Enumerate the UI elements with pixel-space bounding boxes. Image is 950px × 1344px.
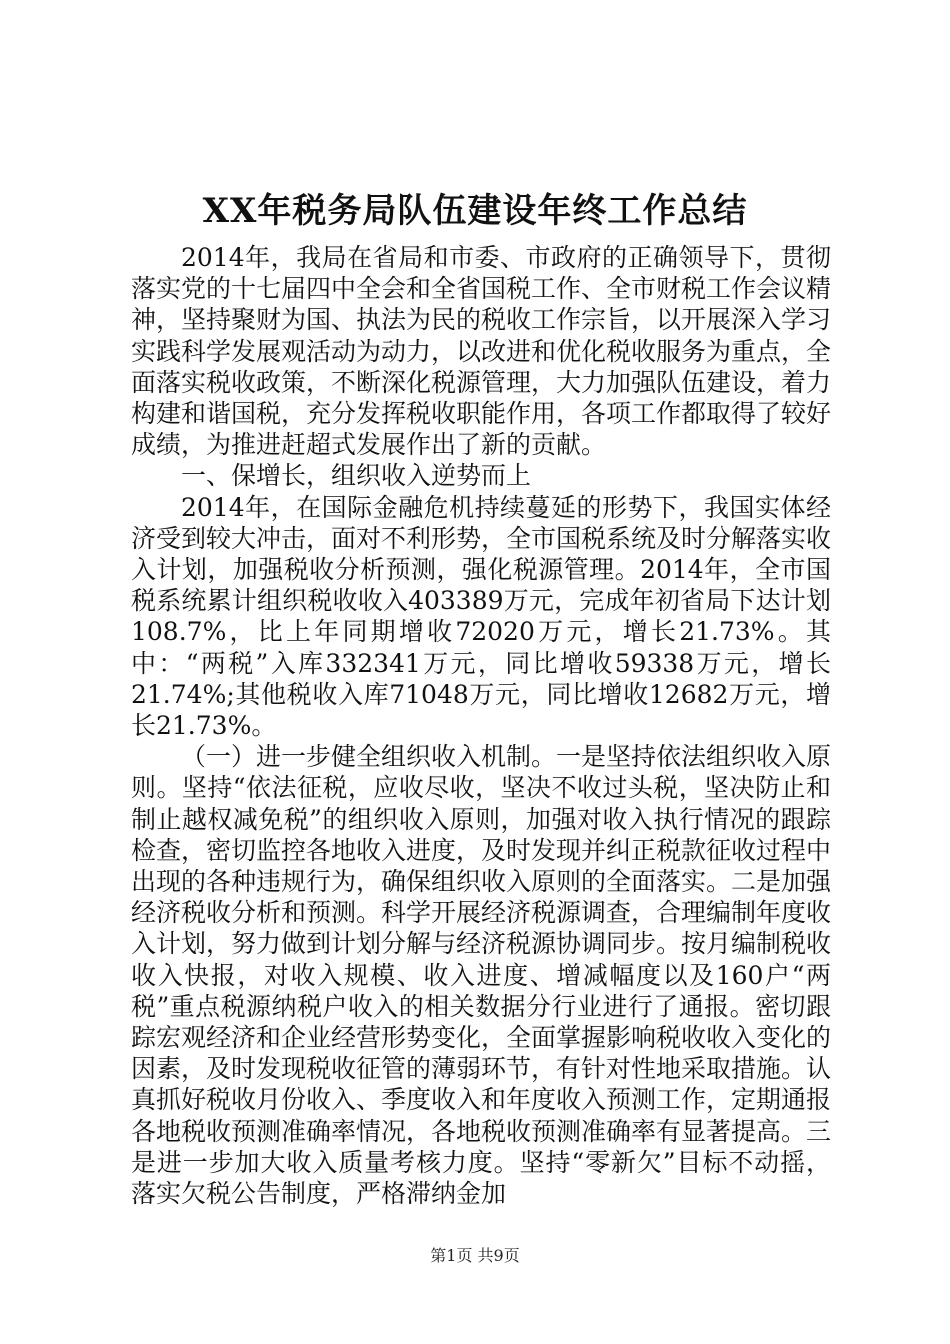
- document-body: [131, 242, 831, 1209]
- paragraph-intro: 2014年，我局在省局和市委、市政府的正确领导下，贯彻落实党的十七届四中全会和全省国税工作、全市财税工作会议精神，坚持聚财为国、执法为民的税收工作宗旨，以开展深入学习实践科学发展观活动为动力，以改进和优化税收服务为重点，全面落实税收政策，不断深化税源管理，大力加强队伍建设，着力构建和谐国税，充分发挥税收职能作用，各项工作都取得了较好成绩，为推进赶超式发展作出了新的贡献。: [131, 243, 832, 460]
- document-title: XX年税务局队伍建设年终工作总结: [202, 191, 748, 231]
- section-heading-1: 一、保增长，组织收入逆势而上: [181, 461, 532, 491]
- page-number-footer: 第1页 共9页: [430, 1246, 520, 1265]
- paragraph-mechanism: （一）进一步健全组织收入机制。一是坚持依法组织收入原则。坚持“依法征税，应收尽收，坚决不收过头税，坚决防止和制止越权减免税”的组织收入原则，加强对收入执行情况的跟踪检查，密切监控各地收入进度，及时发现并纠正税款征收过程中出现的各种违规行为，确保组织收入原则的全面落实。二是加强经济税收分析和预测。科学开展经济税源调查，合理编制年度收入计划，努力做到计划分解与经济税源协调同步。按月编制税收收入快报，对收入规模、收入进度、增减幅度以及160户“两税”重点税源纳税户收入的相关数据分行业进行了通报。密切跟踪宏观经济和企业经营形势变化，全面掌握影响税收收入变化的因素，及时发现税收征管的薄弱环节，有针对性地采取措施。认真抓好税收月份收入、季度收入和年度收入预测工作，定期通报各地税收预测准确率情况，各地税收预测准确率有显著提高。三是进一步加大收入质量考核力度。坚持“零新欠”目标不动摇，落实欠税公告制度，严格滞纳金加: [131, 742, 832, 1209]
- paragraph-revenue: 2014年，在国际金融危机持续蔓延的形势下，我国实体经济受到较大冲击，面对不利形势，全市国税系统及时分解落实收入计划，加强税收分析预测，强化税源管理。2014年，全市国税系统累计组织税收收入403389万元，完成年初省局下达计划108.7%，比上年同期增收72020万元，增长21.73%。其中：“两税”入库332341万元，同比增收59338万元，增长21.74%;其他税收入库71048万元，同比增收12682万元，增长21.73%。: [131, 492, 832, 741]
